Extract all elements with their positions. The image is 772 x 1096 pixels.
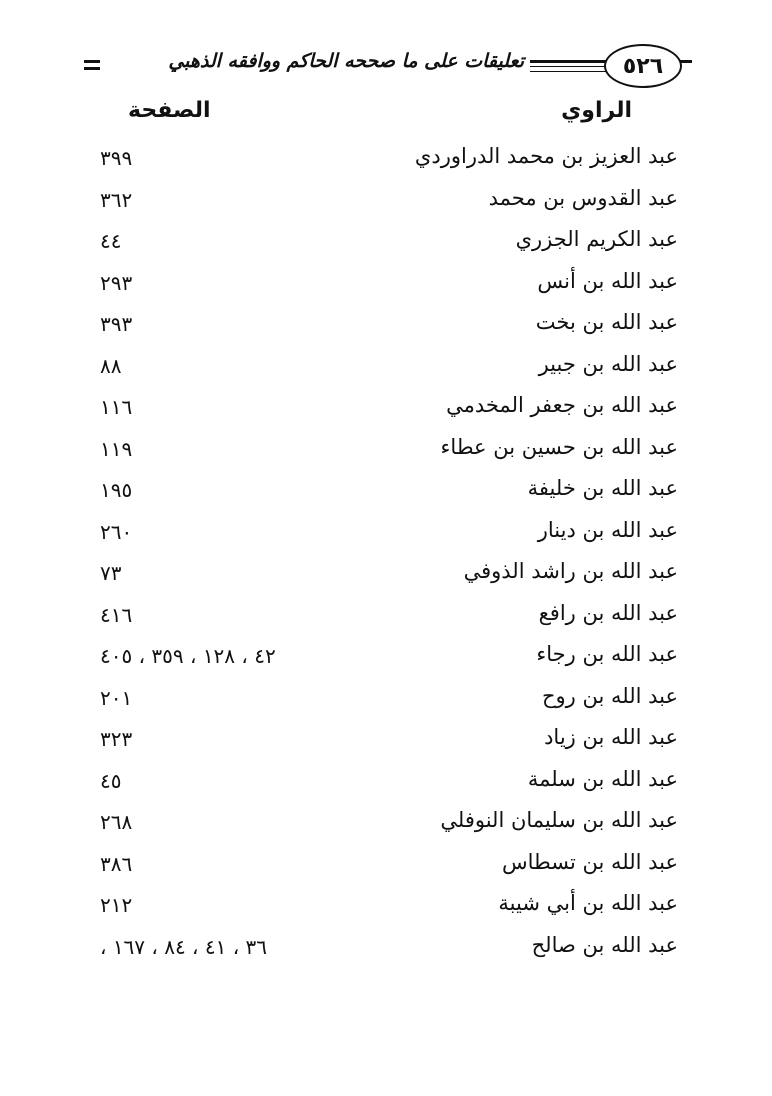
index-row — [0, 431, 772, 473]
index-row — [0, 514, 772, 556]
index-row — [0, 597, 772, 639]
narrator-name: عبد الله بن روح — [541, 683, 678, 708]
running-title: تعليقات على ما صححه الحاكم ووافقه الذهبي — [162, 50, 530, 72]
narrator-name: عبد الله بن جبير — [538, 351, 678, 376]
index-row — [0, 348, 772, 390]
index-row — [0, 389, 772, 431]
column-header-page: الصفحة — [128, 98, 211, 123]
page-refs: ٤٢ ، ١٢٨ ، ٣٥٩ ، ٤٠٥ — [100, 644, 276, 668]
index-row — [0, 140, 772, 182]
page-refs: ٣٦ ، ٤١ ، ٨٤ ، ١٦٧ ، — [100, 934, 268, 959]
index-row — [0, 929, 772, 971]
index-row — [0, 555, 772, 597]
narrator-name: عبد القدوس بن محمد — [488, 185, 678, 210]
narrator-name: عبد الله بن أبي شيبة — [498, 891, 678, 915]
narrator-name: عبد الله بن زياد — [544, 725, 678, 749]
index-row — [0, 721, 772, 763]
index-row — [0, 804, 772, 846]
narrator-name: عبد الله بن راشد الذوفي — [463, 559, 678, 583]
narrator-name: عبد الله بن حسين بن عطاء — [440, 434, 678, 459]
index-row — [0, 846, 772, 888]
narrator-name: عبد الله بن أنس — [537, 268, 678, 293]
narrator-name: عبد الله بن بخت — [535, 310, 678, 334]
index-row — [0, 306, 772, 348]
page-refs: ٣٩٩ — [100, 146, 133, 170]
page-refs: ٢٦٨ — [100, 810, 133, 834]
index-row — [0, 472, 772, 514]
narrator-name: عبد الله بن رجاء — [536, 642, 678, 666]
index-row — [0, 223, 772, 265]
page-refs: ٢٩٣ — [100, 270, 133, 295]
column-header-narrator: الراوي — [561, 98, 632, 123]
narrator-name: عبد الله بن خليفة — [527, 476, 678, 500]
narrator-name: عبد الكريم الجزري — [515, 227, 678, 251]
page-refs: ٢٠١ — [100, 685, 133, 710]
page-refs: ٣٦٢ — [100, 187, 133, 212]
page-refs: ٣٨٦ — [100, 851, 133, 876]
index-row — [0, 887, 772, 929]
narrator-name: عبد الله بن رافع — [538, 600, 678, 625]
page-refs: ٤١٦ — [100, 602, 133, 627]
narrator-name: عبد الله بن تسطاس — [501, 849, 678, 874]
header-ornament — [84, 60, 100, 74]
page-refs: ٢٦٠ — [100, 519, 133, 544]
page-refs: ١١٩ — [100, 436, 133, 461]
page-refs: ٧٣ — [100, 561, 122, 585]
narrator-name: عبد الله بن دينار — [537, 517, 678, 542]
page-refs: ٢١٢ — [100, 893, 133, 917]
index-row — [0, 680, 772, 722]
narrator-name: عبد الله بن سلمة — [527, 766, 678, 791]
page-refs: ٤٤ — [100, 229, 122, 253]
page-refs: ٣٢٣ — [100, 727, 133, 751]
narrator-name: عبد الله بن صالح — [531, 932, 678, 957]
index-list — [0, 140, 772, 970]
page-refs: ١٩٥ — [100, 478, 133, 502]
index-row — [0, 182, 772, 224]
index-row — [0, 763, 772, 805]
narrator-name: عبد الله بن سليمان النوفلي — [440, 808, 678, 832]
narrator-name: عبد العزيز بن محمد الدراوردي — [414, 144, 678, 168]
page-header — [70, 38, 690, 94]
page-refs: ١١٦ — [100, 395, 133, 419]
page-refs: ٤٥ — [100, 768, 122, 793]
index-row — [0, 638, 772, 680]
page-number: ٥٢٦ — [604, 44, 682, 88]
narrator-name: عبد الله بن جعفر المخدمي — [446, 393, 678, 417]
page-refs: ٨٨ — [100, 353, 122, 378]
index-row — [0, 265, 772, 307]
page-refs: ٣٩٣ — [100, 312, 133, 336]
